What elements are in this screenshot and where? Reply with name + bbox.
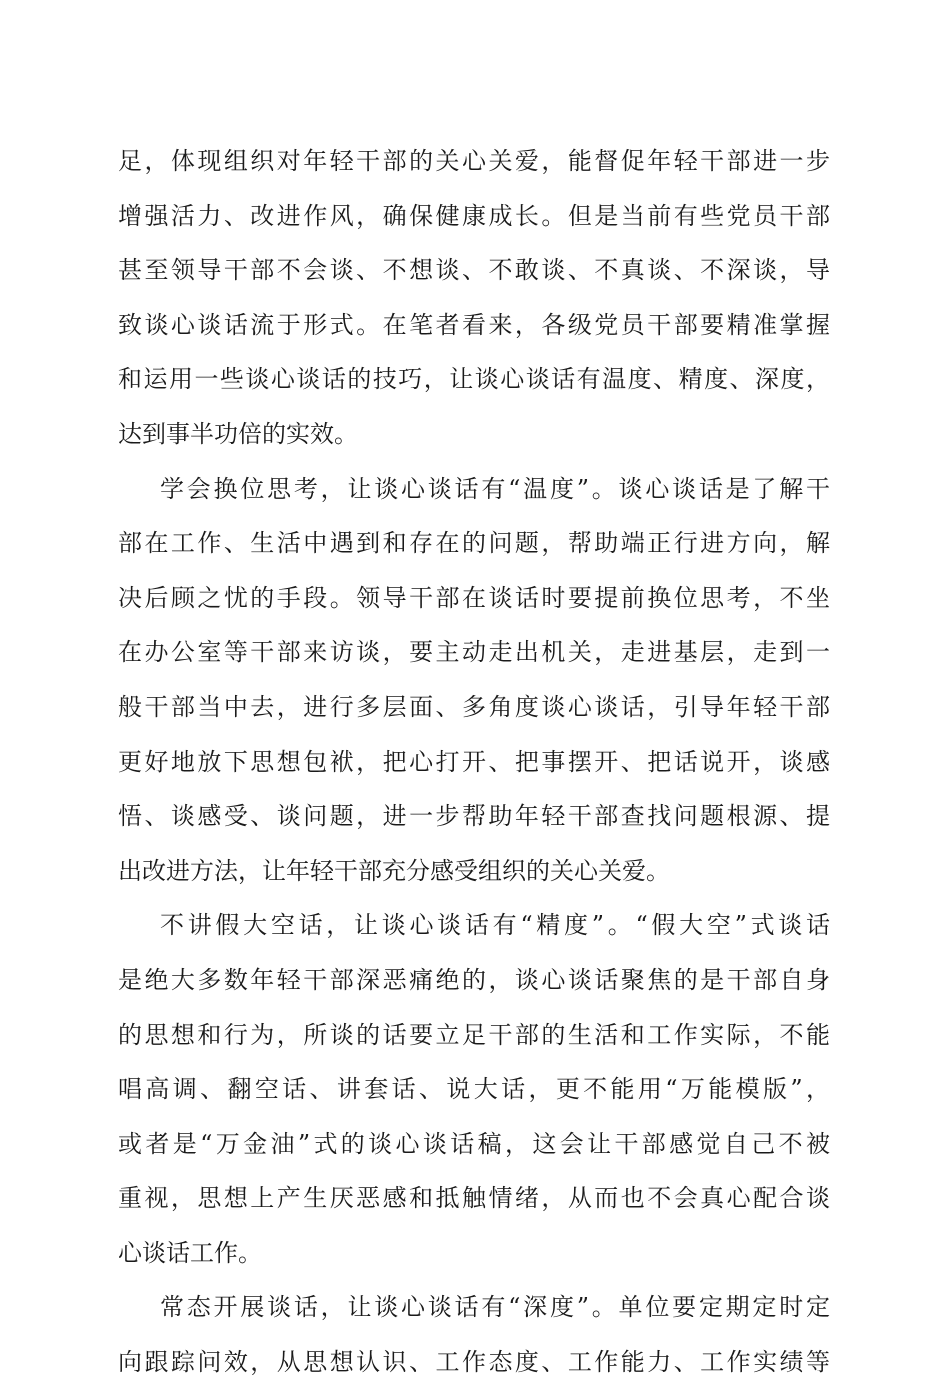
text-line: 致谈心谈话流于形式。在笔者看来，各级党员干部要精准掌握: [118, 310, 830, 339]
text-line: 心谈话工作。: [118, 1238, 262, 1267]
text-line: 悟、谈感受、谈问题，进一步帮助年轻干部查找问题根源、提: [118, 802, 830, 831]
text-line: 重视，思想上产生厌恶感和抵触情绪，从而也不会真心配合谈: [118, 1184, 830, 1213]
text-line: 在办公室等干部来访谈，要主动走出机关，走进基层，走到一: [118, 638, 830, 667]
text-line: 增强活力、改进作风，确保健康成长。但是当前有些党员干部: [118, 201, 830, 230]
document-body: [118, 134, 830, 1390]
text-line: 足，体现组织对年轻干部的关心关爱，能督促年轻干部进一步: [118, 147, 830, 175]
text-line: 达到事半功倍的实效。: [118, 419, 358, 448]
text-line: 和运用一些谈心谈话的技巧，让谈心谈话有温度、精度、深度，: [118, 365, 830, 394]
text-line: 决后顾之忧的手段。领导干部在谈话时要提前换位思考，不坐: [118, 583, 830, 612]
text-line: 更好地放下思想包袱，把心打开、把事摆开、把话说开，谈感: [118, 747, 830, 776]
text-line: 的思想和行为，所谈的话要立足干部的生活和工作实际，不能: [118, 1020, 830, 1049]
text-line: 出改进方法，让年轻干部充分感受组织的关心关爱。: [118, 856, 670, 885]
text-line: 般干部当中去，进行多层面、多角度谈心谈话，引导年轻干部: [118, 692, 830, 721]
paragraph-heading-line: 学会换位思考，让谈心谈话有“温度”。谈心谈话是了解干: [160, 474, 830, 503]
text-line: 甚至领导干部不会谈、不想谈、不敢谈、不真谈、不深谈，导: [118, 256, 830, 285]
text-line: 向跟踪问效，从思想认识、工作态度、工作能力、工作实绩等: [118, 1348, 830, 1377]
paragraph-heading-line: 不讲假大空话，让谈心谈话有“精度”。“假大空”式谈话: [160, 911, 830, 940]
text-line: 唱高调、翻空话、讲套话、说大话，更不能用“万能模版”，: [118, 1075, 830, 1104]
paragraph-heading-line: 常态开展谈话，让谈心谈话有“深度”。单位要定期定时定: [160, 1293, 830, 1322]
text-line: 或者是“万金油”式的谈心谈话稿，这会让干部感觉自己不被: [118, 1129, 830, 1158]
text-line: 部在工作、生活中遇到和存在的问题，帮助端正行进方向，解: [118, 529, 830, 558]
text-line: 是绝大多数年轻干部深恶痛绝的，谈心谈话聚焦的是干部自身: [118, 965, 830, 994]
